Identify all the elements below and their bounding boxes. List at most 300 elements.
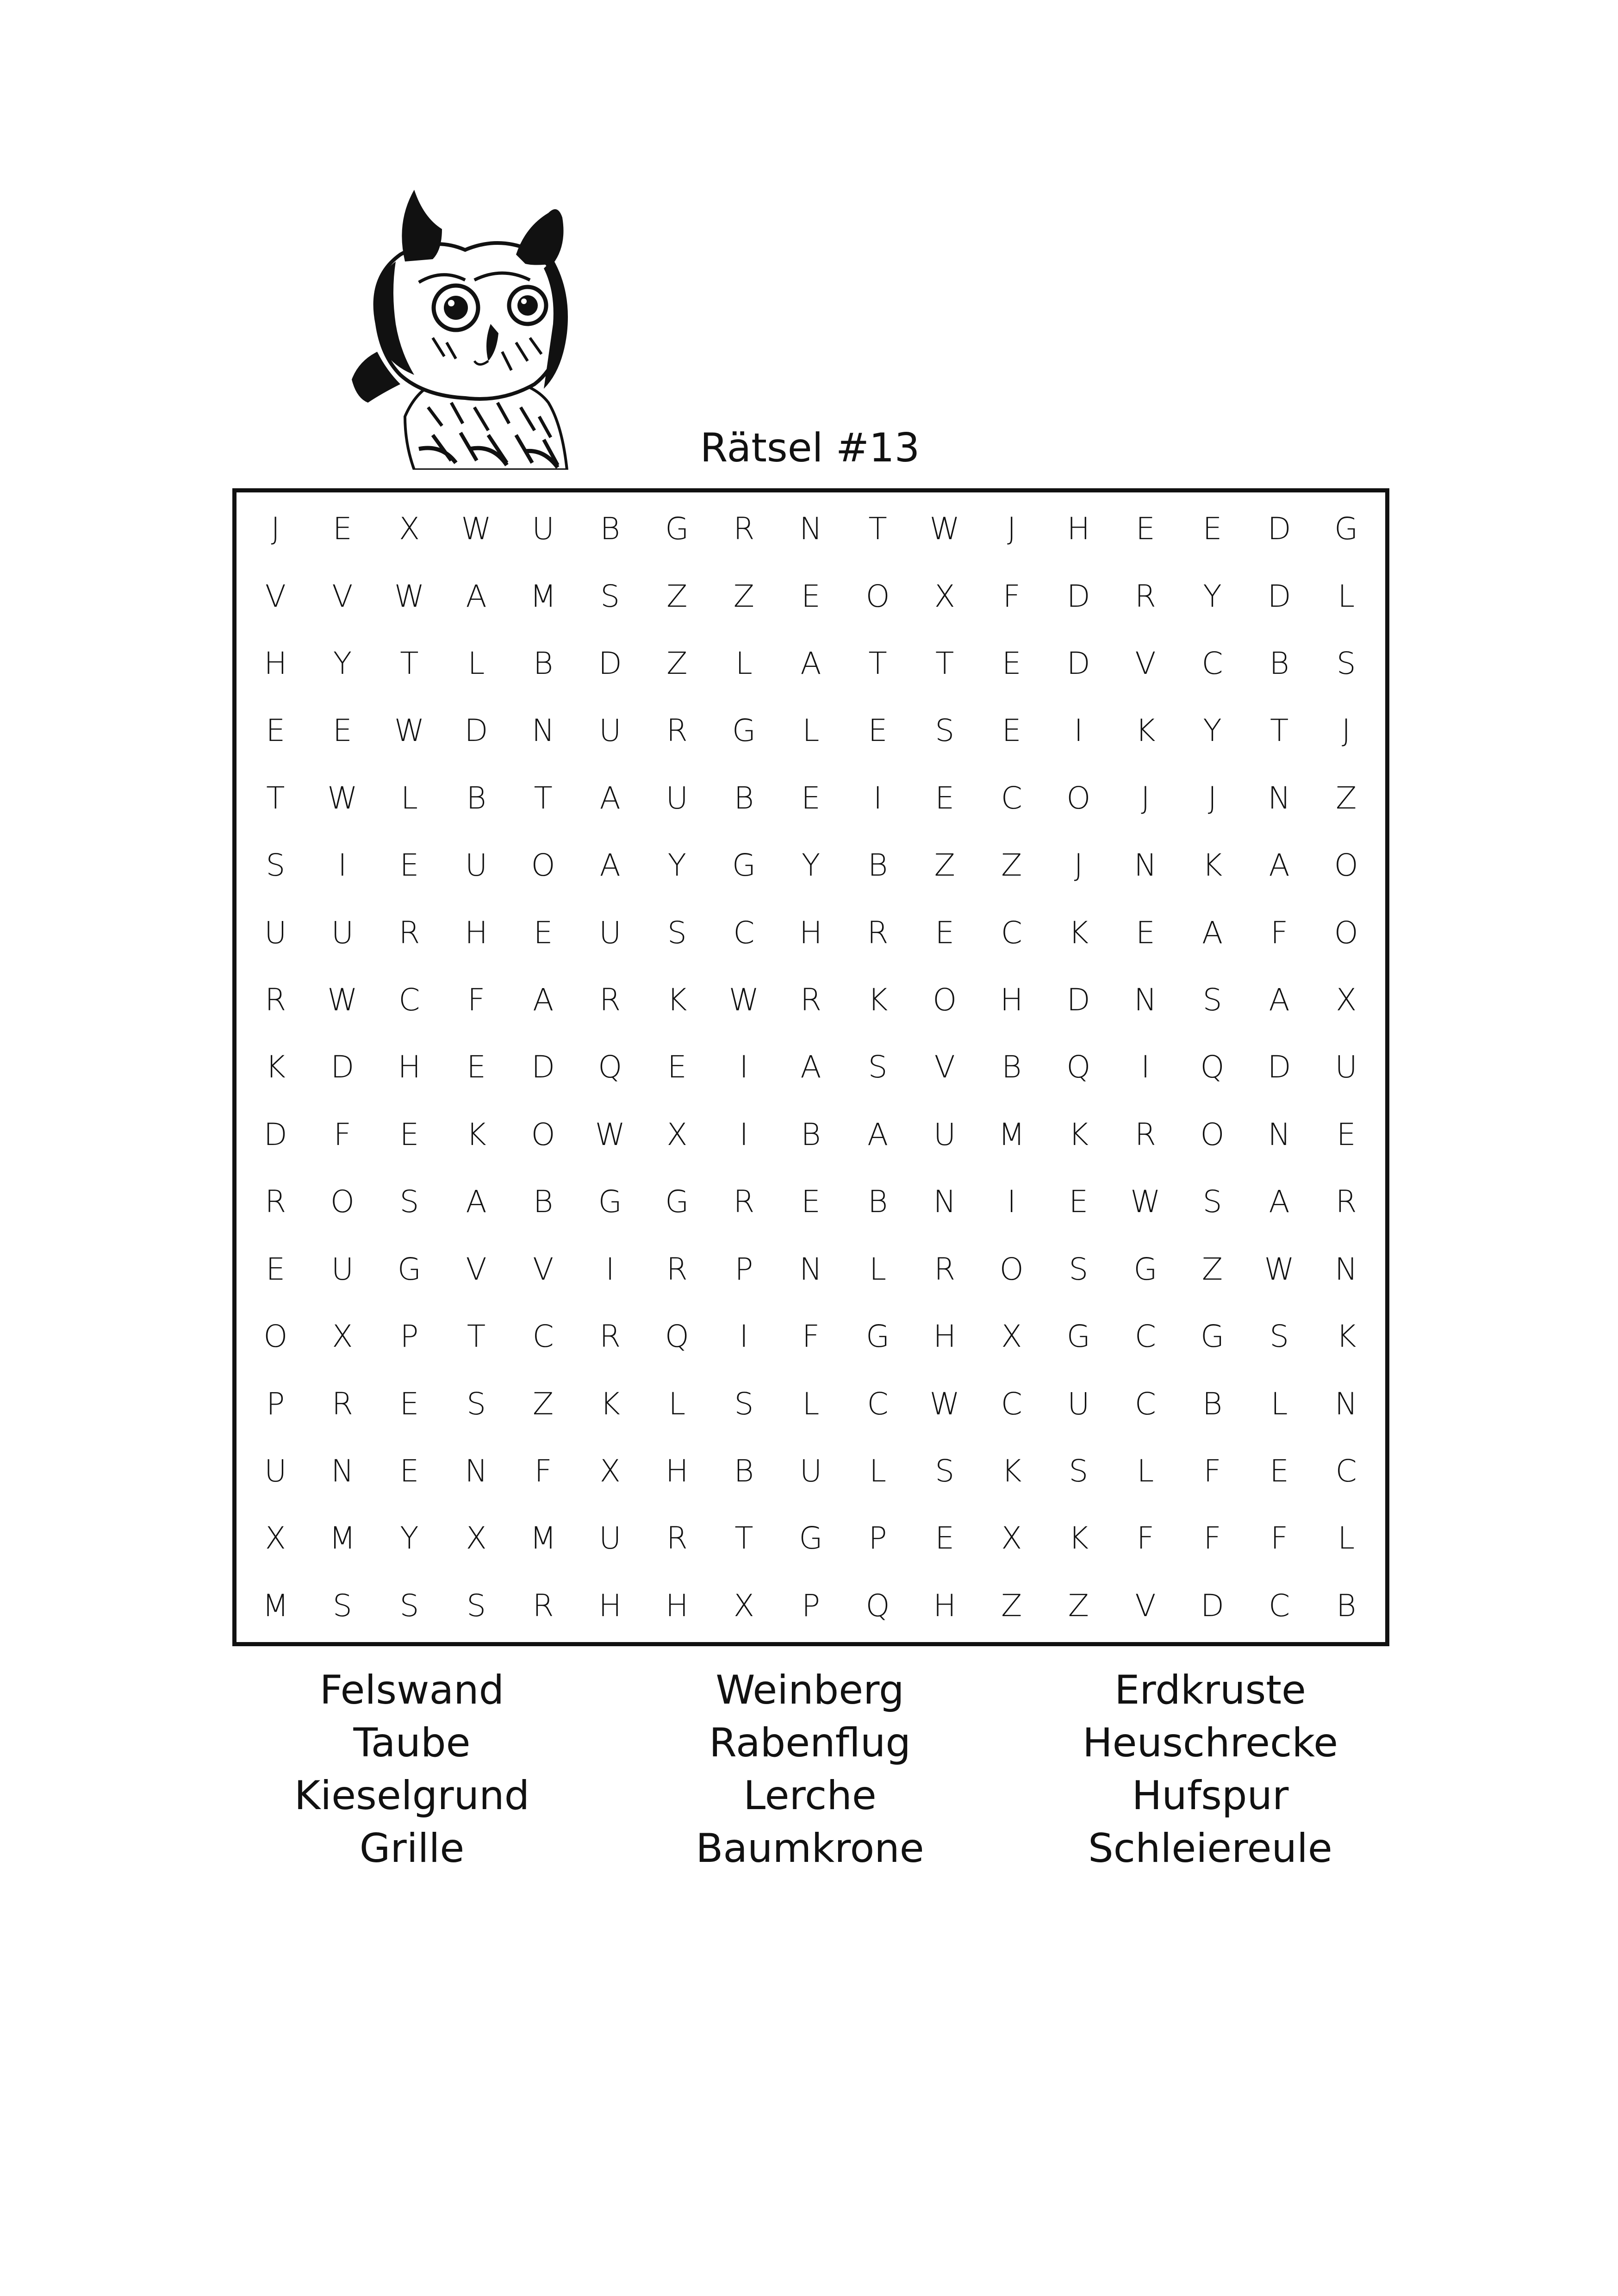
grid-cell[interactable]: C	[1269, 1587, 1290, 1624]
grid-cell[interactable]: U	[799, 1453, 822, 1489]
puzzle-title: Rätsel #13	[700, 425, 920, 471]
grid-cell[interactable]: I	[739, 1116, 749, 1152]
grid-cell[interactable]: R	[666, 1520, 688, 1556]
word-column	[602, 1664, 1018, 1875]
grid-cell[interactable]: Z	[1068, 1587, 1089, 1624]
grid-cell[interactable]: D	[1201, 1587, 1224, 1624]
grid-cell[interactable]: L	[735, 646, 753, 682]
grid-cell[interactable]: C	[398, 982, 420, 1018]
owl-illustration	[349, 185, 599, 470]
grid-cell[interactable]: F	[534, 1453, 552, 1489]
grid-cell[interactable]: J	[1207, 780, 1217, 816]
grid-cell[interactable]: W	[929, 1386, 960, 1422]
grid-cell[interactable]: E	[1136, 915, 1155, 951]
grid-cell[interactable]: B	[1002, 1049, 1022, 1085]
grid-cell[interactable]: Z	[1001, 847, 1022, 884]
grid-cell[interactable]: S	[467, 1587, 486, 1624]
grid-cell[interactable]: D	[531, 1049, 555, 1085]
grid-cell[interactable]: I	[739, 1049, 749, 1085]
grid-cell[interactable]: P	[400, 1319, 419, 1355]
grid-cell[interactable]: E	[868, 713, 888, 749]
grid-cell[interactable]: Z	[934, 847, 955, 884]
grid-cell[interactable]: O	[1200, 1116, 1225, 1152]
grid-cell[interactable]: S	[332, 1587, 352, 1624]
grid-cell[interactable]: E	[1270, 1453, 1289, 1489]
grid-cell[interactable]: V	[1135, 1587, 1156, 1624]
grid-cell[interactable]: E	[667, 1049, 687, 1085]
grid-cell[interactable]: W	[394, 713, 425, 749]
grid-cell[interactable]: X	[265, 1520, 286, 1556]
grid-cell[interactable]: X	[398, 511, 420, 547]
grid-cell[interactable]: I	[338, 847, 347, 884]
grid-cell[interactable]: B	[867, 847, 888, 884]
grid-cell[interactable]: S	[467, 1386, 486, 1422]
grid-cell[interactable]: M	[530, 1520, 557, 1556]
grid-cell[interactable]: A	[466, 578, 487, 614]
grid-cell[interactable]: L	[401, 780, 418, 816]
grid-cell[interactable]: R	[666, 713, 688, 749]
grid-cell[interactable]: K	[1336, 1319, 1357, 1355]
grid-cell[interactable]: Z	[533, 1386, 554, 1422]
grid-cell[interactable]: N	[331, 1453, 354, 1489]
grid-cell[interactable]: U	[666, 780, 688, 816]
grid-cell[interactable]: H	[465, 915, 488, 951]
grid-cell[interactable]: S	[935, 1453, 955, 1489]
grid-cell[interactable]: K	[1068, 1116, 1089, 1152]
grid-cell[interactable]: O	[1334, 915, 1358, 951]
grid-cell[interactable]: F	[333, 1116, 351, 1152]
grid-cell[interactable]: F	[1203, 1520, 1221, 1556]
grid-cell[interactable]: G	[665, 511, 689, 547]
grid-cell[interactable]: J	[1141, 780, 1150, 816]
grid-cell[interactable]: E	[399, 1453, 419, 1489]
grid-cell[interactable]: E	[266, 1251, 286, 1287]
grid-cell[interactable]: K	[1202, 847, 1223, 884]
grid-cell[interactable]: C	[1335, 1453, 1357, 1489]
grid-cell[interactable]: R	[532, 1587, 554, 1624]
grid-cell[interactable]: U	[933, 1116, 956, 1152]
grid-cell[interactable]: N	[531, 713, 555, 749]
word-item: Weinberg	[716, 1667, 904, 1713]
grid-cell[interactable]: B	[734, 1453, 754, 1489]
grid-cell[interactable]: H	[933, 1587, 956, 1624]
grid-cell[interactable]: P	[266, 1386, 285, 1422]
grid-cell[interactable]: T	[868, 646, 887, 682]
letter-grid	[232, 488, 1389, 1646]
grid-cell[interactable]: D	[1267, 511, 1291, 547]
grid-cell[interactable]: R	[733, 511, 755, 547]
grid-cell[interactable]: Z	[666, 578, 688, 614]
grid-cell[interactable]: E	[935, 780, 955, 816]
grid-cell[interactable]: X	[934, 578, 955, 614]
grid-cell[interactable]: B	[600, 511, 620, 547]
grid-cell[interactable]: S	[935, 713, 955, 749]
grid-cell[interactable]: F	[467, 982, 485, 1018]
grid-cell[interactable]: B	[533, 1184, 554, 1220]
grid-cell[interactable]: R	[331, 1386, 353, 1422]
grid-cell[interactable]: T	[1270, 713, 1289, 749]
grid-cell[interactable]: H	[799, 915, 822, 951]
grid-cell[interactable]: O	[1066, 780, 1091, 816]
grid-cell[interactable]: L	[1338, 1520, 1355, 1556]
grid-cell[interactable]: U	[599, 915, 622, 951]
grid-cell[interactable]: K	[1002, 1453, 1022, 1489]
grid-cell[interactable]: B	[1269, 646, 1289, 682]
grid-cell[interactable]: Y	[1203, 578, 1222, 614]
grid-cell[interactable]: Q	[598, 1049, 622, 1085]
grid-cell[interactable]: O	[330, 1184, 355, 1220]
grid-cell[interactable]: E	[333, 511, 352, 547]
grid-cell[interactable]: W	[1130, 1184, 1161, 1220]
grid-cell[interactable]: L	[467, 646, 485, 682]
grid-cell[interactable]: P	[802, 1587, 820, 1624]
grid-cell[interactable]: H	[264, 646, 287, 682]
grid-cell[interactable]: B	[801, 1116, 821, 1152]
grid-cell[interactable]: X	[733, 1587, 755, 1624]
grid-cell[interactable]: Z	[1201, 1251, 1223, 1287]
grid-cell[interactable]: T	[467, 1319, 486, 1355]
grid-cell[interactable]: C	[733, 915, 755, 951]
grid-cell[interactable]: T	[400, 646, 419, 682]
grid-cell[interactable]: G	[598, 1184, 622, 1220]
grid-cell[interactable]: H	[598, 1587, 622, 1624]
grid-cell[interactable]: Y	[333, 646, 352, 682]
grid-cell[interactable]: N	[1134, 847, 1157, 884]
grid-cell[interactable]: E	[801, 1184, 821, 1220]
grid-cell[interactable]: V	[265, 578, 286, 614]
grid-cell[interactable]: D	[263, 1116, 287, 1152]
grid-cell[interactable]: X	[599, 1453, 621, 1489]
grid-cell[interactable]: G	[732, 713, 756, 749]
grid-cell[interactable]: Y	[400, 1520, 419, 1556]
grid-cell[interactable]: S	[1270, 1319, 1289, 1355]
grid-cell[interactable]: G	[397, 1251, 422, 1287]
grid-cell[interactable]: B	[1202, 1386, 1223, 1422]
grid-cell[interactable]: X	[1001, 1319, 1022, 1355]
grid-cell[interactable]: U	[331, 1251, 354, 1287]
grid-cell[interactable]: A	[867, 1116, 889, 1152]
grid-cell[interactable]: J	[271, 511, 280, 547]
grid-cell[interactable]: S	[266, 847, 286, 884]
grid-cell[interactable]: N	[799, 511, 822, 547]
grid-cell[interactable]: K	[1068, 1520, 1089, 1556]
grid-cell[interactable]: B	[466, 780, 486, 816]
grid-cell[interactable]: X	[1001, 1520, 1022, 1556]
grid-cell[interactable]: F	[1136, 1520, 1154, 1556]
grid-cell[interactable]: C	[1001, 915, 1022, 951]
grid-cell[interactable]: G	[732, 847, 756, 884]
grid-cell[interactable]: H	[933, 1319, 956, 1355]
grid-cell[interactable]: E	[1202, 511, 1222, 547]
grid-cell[interactable]: V	[533, 1251, 554, 1287]
grid-cell[interactable]: P	[868, 1520, 887, 1556]
grid-cell[interactable]: E	[801, 578, 821, 614]
grid-cell[interactable]: R	[733, 1184, 755, 1220]
grid-cell[interactable]: X	[1336, 982, 1357, 1018]
grid-cell[interactable]: Q	[665, 1319, 689, 1355]
grid-cell[interactable]: B	[1336, 1587, 1357, 1624]
grid-cell[interactable]: K	[1068, 915, 1089, 951]
word-item: Schleiereule	[1088, 1825, 1332, 1872]
grid-cell[interactable]: C	[1001, 1386, 1022, 1422]
grid-cell[interactable]: I	[1141, 1049, 1150, 1085]
grid-cell[interactable]: E	[1002, 646, 1021, 682]
grid-cell[interactable]: W	[461, 511, 492, 547]
grid-cell[interactable]: L	[1270, 1386, 1288, 1422]
grid-cell[interactable]: E	[533, 915, 553, 951]
grid-cell[interactable]: K	[667, 982, 687, 1018]
grid-cell[interactable]: T	[935, 646, 954, 682]
grid-cell[interactable]: S	[1069, 1453, 1089, 1489]
grid-cell[interactable]: R	[1335, 1184, 1357, 1220]
word-item: Kieselgrund	[294, 1773, 530, 1819]
grid-cell[interactable]: N	[1268, 1116, 1291, 1152]
grid-cell[interactable]: I	[873, 780, 883, 816]
grid-cell[interactable]: L	[802, 713, 820, 749]
grid-cell[interactable]: N	[1335, 1386, 1358, 1422]
grid-cell[interactable]: O	[1334, 847, 1358, 884]
grid-cell[interactable]: N	[933, 1184, 956, 1220]
grid-cell[interactable]: L	[802, 1386, 820, 1422]
grid-cell[interactable]: R	[800, 982, 821, 1018]
grid-cell[interactable]: L	[1137, 1453, 1154, 1489]
grid-cell[interactable]: R	[666, 1251, 688, 1287]
grid-cell[interactable]: R	[867, 915, 889, 951]
grid-cell[interactable]: E	[333, 713, 352, 749]
grid-cell[interactable]: M	[530, 578, 557, 614]
grid-cell[interactable]: S	[1202, 982, 1222, 1018]
grid-cell[interactable]: D	[1267, 578, 1291, 614]
grid-cell[interactable]: A	[1269, 1184, 1290, 1220]
grid-cell[interactable]: J	[1341, 713, 1351, 749]
grid-cell[interactable]: W	[327, 780, 358, 816]
grid-cell[interactable]: V	[466, 1251, 487, 1287]
grid-cell[interactable]: E	[1069, 1184, 1089, 1220]
grid-cell[interactable]: J	[1007, 511, 1016, 547]
grid-cell[interactable]: F	[1270, 1520, 1288, 1556]
grid-cell[interactable]: D	[330, 1049, 355, 1085]
grid-cell[interactable]: G	[665, 1184, 689, 1220]
grid-cell[interactable]: F	[802, 1319, 820, 1355]
grid-cell[interactable]: Y	[667, 847, 686, 884]
grid-cell[interactable]: R	[1135, 1116, 1156, 1152]
grid-cell[interactable]: C	[1201, 646, 1223, 682]
grid-cell[interactable]: O	[531, 1116, 555, 1152]
grid-cell[interactable]: R	[398, 915, 420, 951]
grid-cell[interactable]: J	[1074, 847, 1083, 884]
grid-cell[interactable]: I	[1074, 713, 1083, 749]
grid-cell[interactable]: G	[1200, 1319, 1225, 1355]
grid-cell[interactable]: O	[263, 1319, 288, 1355]
grid-cell[interactable]: U	[331, 915, 354, 951]
grid-cell[interactable]: N	[1335, 1251, 1358, 1287]
grid-cell[interactable]: Z	[1001, 1587, 1022, 1624]
grid-cell[interactable]: F	[1203, 1453, 1221, 1489]
grid-cell[interactable]: W	[327, 982, 358, 1018]
grid-cell[interactable]: U	[599, 1520, 622, 1556]
grid-cell[interactable]: S	[734, 1386, 754, 1422]
grid-cell[interactable]: Z	[1336, 780, 1357, 816]
grid-cell[interactable]: Y	[801, 847, 821, 884]
grid-cell[interactable]: S	[1069, 1251, 1089, 1287]
grid-cell[interactable]: X	[666, 1116, 688, 1152]
grid-cell[interactable]: P	[734, 1251, 753, 1287]
grid-cell[interactable]: N	[465, 1453, 488, 1489]
grid-cell[interactable]: U	[1335, 1049, 1357, 1085]
grid-cell[interactable]: U	[532, 511, 554, 547]
grid-cell[interactable]: R	[265, 1184, 286, 1220]
grid-cell[interactable]: H	[665, 1587, 689, 1624]
grid-cell[interactable]: Q	[1200, 1049, 1225, 1085]
grid-cell[interactable]: X	[332, 1319, 353, 1355]
grid-cell[interactable]: L	[1338, 578, 1355, 614]
grid-cell[interactable]: S	[399, 1184, 419, 1220]
grid-cell[interactable]: V	[934, 1049, 955, 1085]
grid-cell[interactable]: G	[1334, 511, 1358, 547]
grid-cell[interactable]: U	[1067, 1386, 1090, 1422]
grid-cell[interactable]: H	[398, 1049, 421, 1085]
grid-cell[interactable]: S	[1336, 646, 1356, 682]
grid-cell[interactable]: T	[868, 511, 887, 547]
grid-cell[interactable]: O	[531, 847, 555, 884]
grid-cell[interactable]: A	[533, 982, 554, 1018]
grid-cell[interactable]: Y	[1203, 713, 1222, 749]
grid-cell[interactable]: O	[933, 982, 957, 1018]
grid-cell[interactable]: V	[332, 578, 353, 614]
grid-cell[interactable]: A	[1201, 915, 1223, 951]
grid-cell[interactable]: E	[935, 915, 955, 951]
grid-cell[interactable]: S	[600, 578, 620, 614]
grid-cell[interactable]: F	[1002, 578, 1021, 614]
grid-cell[interactable]: B	[734, 780, 754, 816]
grid-cell[interactable]: S	[667, 915, 687, 951]
grid-cell[interactable]: Q	[865, 1587, 890, 1624]
grid-cell[interactable]: B	[867, 1184, 888, 1220]
grid-cell[interactable]: S	[1202, 1184, 1222, 1220]
grid-cell[interactable]: L	[869, 1251, 886, 1287]
grid-cell[interactable]: W	[929, 511, 960, 547]
grid-cell[interactable]: A	[800, 1049, 821, 1085]
grid-cell[interactable]: T	[734, 1520, 753, 1556]
grid-cell[interactable]: R	[599, 1319, 621, 1355]
grid-cell[interactable]: B	[533, 646, 554, 682]
grid-cell[interactable]: E	[467, 1049, 486, 1085]
grid-cell[interactable]: C	[1134, 1386, 1156, 1422]
grid-cell[interactable]: E	[1336, 1116, 1356, 1152]
grid-cell[interactable]: R	[934, 1251, 956, 1287]
grid-cell[interactable]: U	[599, 713, 622, 749]
grid-cell[interactable]: K	[265, 1049, 286, 1085]
grid-cell[interactable]: U	[264, 915, 287, 951]
grid-cell[interactable]: K	[466, 1116, 486, 1152]
word-item: Baumkrone	[696, 1825, 924, 1872]
grid-cell[interactable]: D	[1267, 1049, 1291, 1085]
grid-cell[interactable]: R	[1135, 578, 1156, 614]
word-list	[0, 1664, 1618, 1886]
grid-cell[interactable]: Z	[733, 578, 755, 614]
grid-cell[interactable]: E	[1002, 713, 1021, 749]
grid-cell[interactable]: G	[1133, 1251, 1157, 1287]
grid-cell[interactable]: M	[329, 1520, 356, 1556]
grid-cell[interactable]: U	[264, 1453, 287, 1489]
word-column	[204, 1664, 620, 1875]
grid-cell[interactable]: N	[1268, 780, 1291, 816]
grid-cell[interactable]: M	[262, 1587, 289, 1624]
grid-cell[interactable]: H	[1067, 511, 1090, 547]
grid-cell[interactable]: X	[466, 1520, 487, 1556]
grid-cell[interactable]: C	[867, 1386, 889, 1422]
grid-cell[interactable]: G	[799, 1520, 823, 1556]
grid-cell[interactable]: G	[1066, 1319, 1090, 1355]
word-item: Rabenflug	[709, 1720, 911, 1766]
grid-cell[interactable]: L	[869, 1453, 886, 1489]
grid-cell[interactable]: E	[935, 1520, 955, 1556]
grid-cell[interactable]: D	[598, 646, 622, 682]
grid-cell[interactable]: I	[605, 1251, 615, 1287]
grid-cell[interactable]: O	[865, 578, 890, 614]
grid-cell[interactable]: V	[1135, 646, 1156, 682]
grid-cell[interactable]: I	[739, 1319, 749, 1355]
grid-cell[interactable]: E	[801, 780, 821, 816]
grid-cell[interactable]: D	[1066, 646, 1090, 682]
grid-cell[interactable]: C	[532, 1319, 554, 1355]
grid-cell[interactable]: C	[1001, 780, 1022, 816]
grid-cell[interactable]: A	[1269, 847, 1290, 884]
grid-cell[interactable]: E	[399, 1116, 419, 1152]
grid-cell[interactable]: K	[600, 1386, 620, 1422]
grid-cell[interactable]: N	[799, 1251, 822, 1287]
grid-cell[interactable]: H	[665, 1453, 689, 1489]
grid-cell[interactable]: C	[1134, 1319, 1156, 1355]
grid-cell[interactable]: A	[466, 1184, 487, 1220]
grid-cell[interactable]: S	[868, 1049, 888, 1085]
grid-cell[interactable]: A	[800, 646, 821, 682]
grid-cell[interactable]: I	[1007, 1184, 1016, 1220]
grid-cell[interactable]: R	[599, 982, 621, 1018]
grid-cell[interactable]: E	[399, 1386, 419, 1422]
grid-cell[interactable]: W	[595, 1116, 625, 1152]
grid-cell[interactable]: W	[394, 578, 425, 614]
grid-cell[interactable]: L	[668, 1386, 686, 1422]
grid-cell[interactable]: R	[265, 982, 286, 1018]
grid-cell[interactable]: T	[534, 780, 553, 816]
grid-cell[interactable]: D	[1066, 982, 1090, 1018]
grid-cell[interactable]: S	[399, 1587, 419, 1624]
grid-cell[interactable]: A	[599, 847, 621, 884]
grid-cell[interactable]: E	[1136, 511, 1155, 547]
grid-cell[interactable]: K	[867, 982, 888, 1018]
grid-cell[interactable]: W	[1264, 1251, 1294, 1287]
grid-cell[interactable]: T	[266, 780, 285, 816]
grid-cell[interactable]: Q	[1066, 1049, 1091, 1085]
grid-cell[interactable]: U	[465, 847, 488, 884]
grid-cell[interactable]: A	[599, 780, 621, 816]
grid-cell[interactable]: A	[1269, 982, 1290, 1018]
grid-cell[interactable]: F	[1270, 915, 1288, 951]
grid-cell[interactable]: E	[266, 713, 286, 749]
grid-cell[interactable]: H	[1000, 982, 1023, 1018]
grid-cell[interactable]: O	[999, 1251, 1024, 1287]
grid-cell[interactable]: W	[728, 982, 759, 1018]
grid-cell[interactable]: D	[1066, 578, 1090, 614]
grid-cell[interactable]: D	[464, 713, 488, 749]
grid-cell[interactable]: Z	[666, 646, 688, 682]
grid-cell[interactable]: E	[399, 847, 419, 884]
grid-cell[interactable]: G	[866, 1319, 890, 1355]
grid-cell[interactable]: N	[1134, 982, 1157, 1018]
grid-cell[interactable]: K	[1135, 713, 1156, 749]
grid-cell[interactable]: M	[998, 1116, 1025, 1152]
